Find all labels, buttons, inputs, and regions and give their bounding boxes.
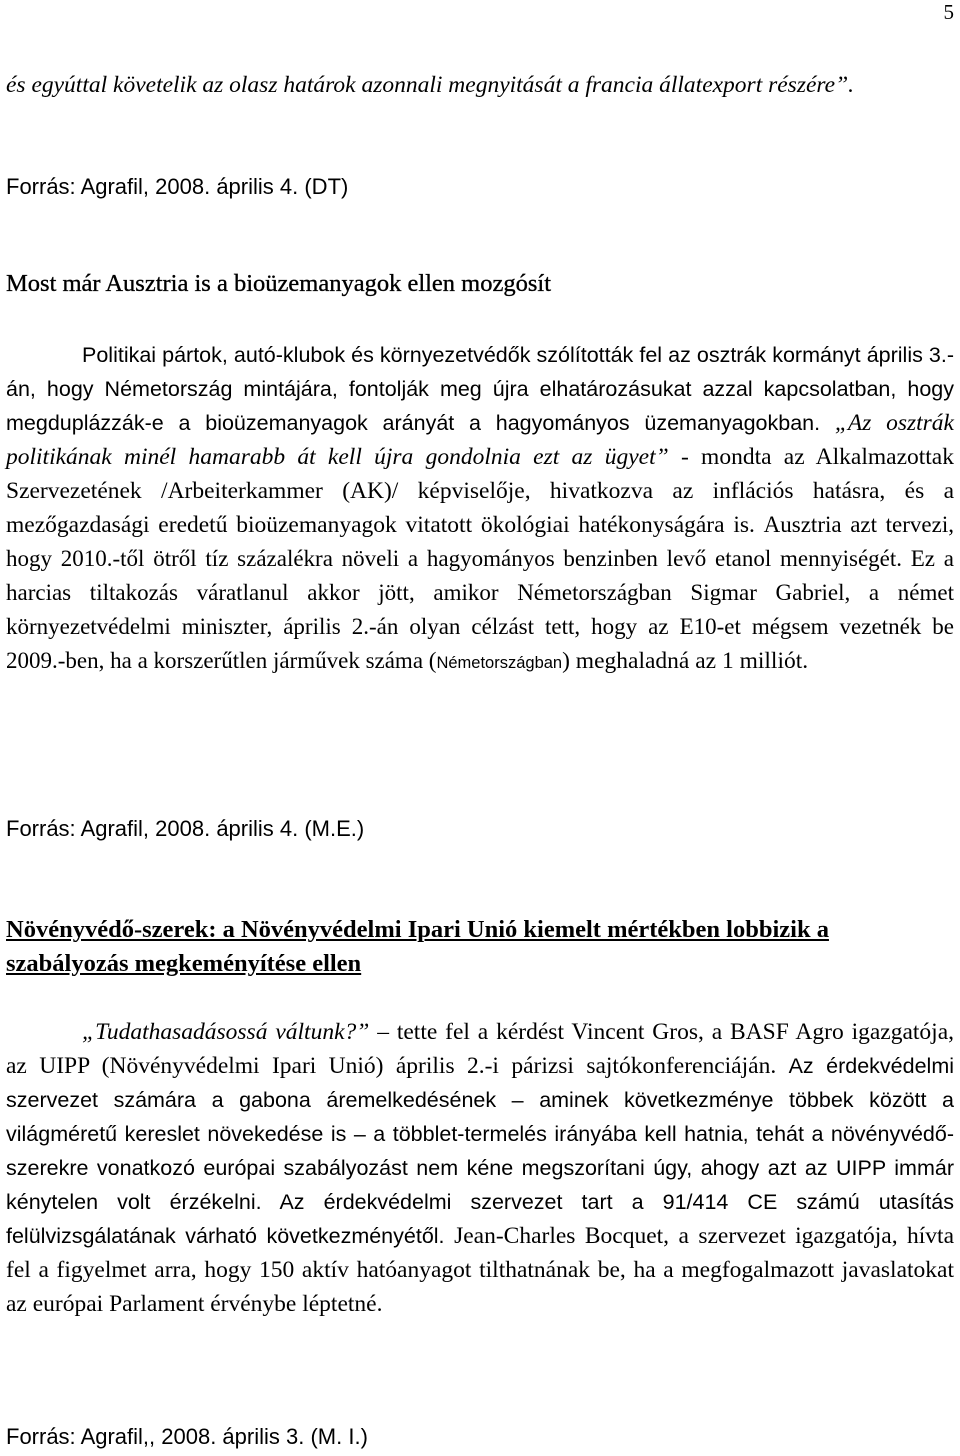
article1-body-part-a: Politikai pártok, autó-klubok és környezetvédők szólították fel az osztrák kormányt április 3.-án, hogy Németország mintájára, fontolják meg újra elhatározásukat azzal kapcsolatban, hogy megduplázzák-e a bioüzemanyagok arányát a hagyományos üzemanyagokban. [6, 343, 954, 435]
article1-body-part-b: - mondta az Alkalmazottak Szervezetének /Arbeiterkammer (AK)/ képviselője, hivatkozva az inflációs hatásra, és a mezőgazdasági eredetű bioüzemanyagok vitatott ökológiai hatékonyságára is. [6, 444, 954, 538]
article2-body-part-b: Az érdekvédelmi szervezet számára a gabona áremelkedésének – aminek következménye többek között a világméretű kereslet növekedése is – a többlet-termelés irányába kell hatnia, tehát a növényvédő-szerekre vonatkozó európai szabályozást nem kéne megszorítani úgy, ahogy azt az UIPP immár kénytelen volt érzékelni. Az érdekvédelmi szervezet tart a 91/414 CE számú utasítás felülvizsgálatának várható következményétől. [6, 1054, 955, 1248]
article1-body-part-c: Ausztria azt tervezi, hogy 2010.-től ötről tíz százalékra növeli a hagyományos benzinben levő etanol mennyiségét. Ez a harcias tiltakozás váratlanul akkor jött, amikor Németországban Sigmar Gabriel, a német környezetvédelmi miniszter, április 2.-án olyan célzást tett, hogy az E10-et mégsem vezetnék be 2009.-ben, ha a korszerűtlen járművek száma ( [6, 512, 954, 673]
article2-body [6, 1015, 954, 1321]
article1-quote: „Az osztrák politikának minél hamarabb át kell újra gondolnia ezt az ügyet” [6, 410, 954, 470]
page-number: 5 [943, 0, 954, 24]
article1-body [6, 338, 954, 680]
intro-source: Forrás: Agrafil, 2008. április 4. (DT) [6, 174, 349, 199]
article2-body-part-c: Jean-Charles Bocquet, a szervezet igazgatója, hívta fel a figyelmet arra, hogy 150 aktív hatóanyagot tilthatnának be, ha a megfogalmazott javaslatokat az európai Parlament érvénybe léptetné. [6, 1223, 955, 1317]
article2-source: Forrás: Agrafil,, 2008. április 3. (M. I.) [6, 1424, 368, 1449]
article1-body-small: Németországban [436, 654, 563, 672]
article1-body-part-d: ) meghaladná az 1 milliót. [562, 648, 809, 674]
article1-title: Most már Ausztria is a bioüzemanyagok ellen mozgósít [6, 270, 552, 297]
article2-title: Növényvédő-szerek: a Növényvédelmi Ipari Unió kiemelt mértékben lobbizik a szabályozás megkeményítése ellen [6, 916, 829, 977]
article2-body-part-a: – tette fel a kérdést Vincent Gros, a BASF Agro igazgatója, az UIPP (Növényvédelmi Ipari Unió) április 2.-i párizsi sajtókonferenciáján. [6, 1019, 954, 1079]
intro-text: és egyúttal követelik az olasz határok azonnali megnyitását a francia állatexport részére”. [6, 72, 855, 98]
article2-quote: „Tudathasadásossá váltunk?” [82, 1019, 370, 1045]
article1-source: Forrás: Agrafil, 2008. április 4. (M.E.) [6, 816, 365, 841]
